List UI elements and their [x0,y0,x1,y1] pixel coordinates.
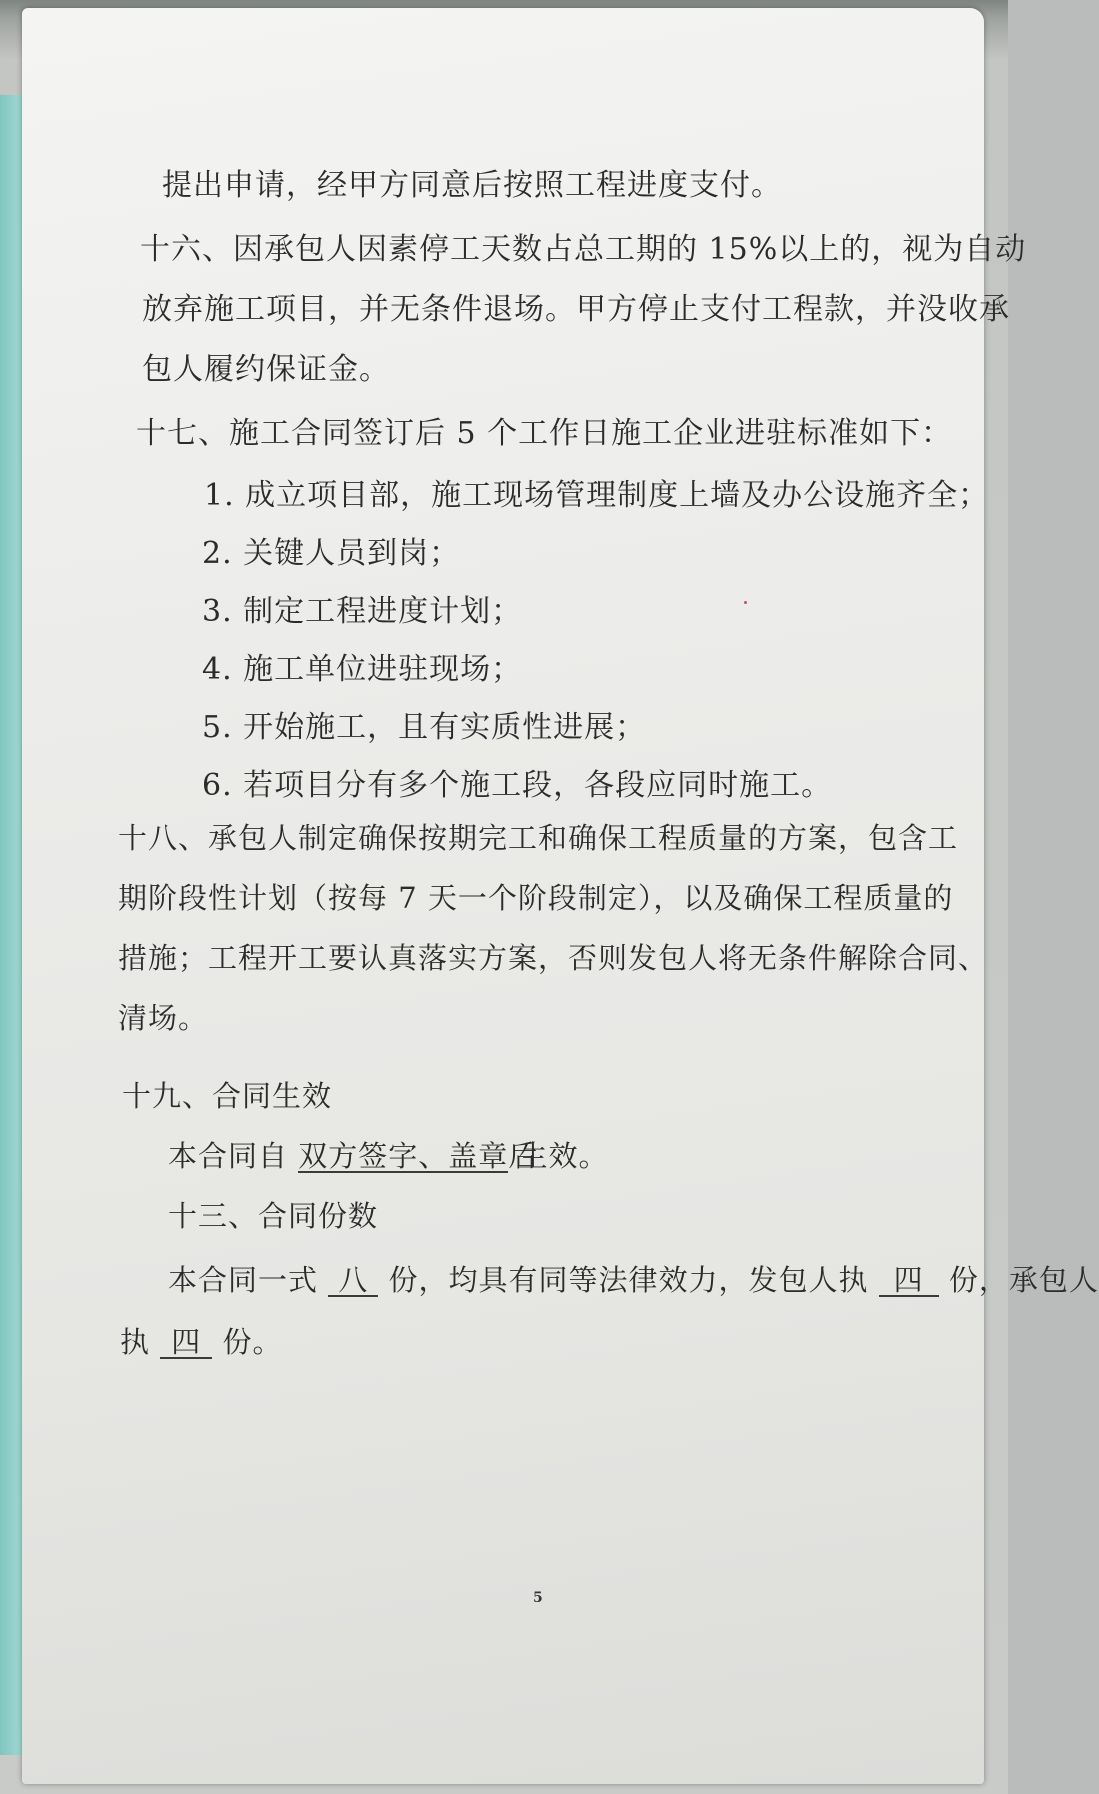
section-18-line-4: 清场。 [118,1001,209,1035]
copies-owner-blank: 四 [879,1265,939,1297]
section-16-line-3: 包人履约保证金。 [142,352,390,387]
section-19-heading: 十九、合同生效 [122,1079,333,1113]
section-18-line-2: 期阶段性计划（按每 7 天一个阶段制定），以及确保工程质量的 [118,881,954,915]
effect-clause [168,1134,608,1175]
list-item: 3. 制定工程进度计划； [202,594,523,629]
list-item: 1. 成立项目部，施工现场管理制度上墙及办公设施齐全； [204,478,990,513]
document-page [22,8,1099,1784]
page-number: 5 [533,1590,543,1606]
copies-heading: 十三、合同份数 [168,1199,379,1233]
section-18-line-3: 措施；工程开工要认真落实方案，否则发包人将无条件解除合同、 [118,941,989,975]
section-16-line-2: 放弃施工项目，并无条件退场。甲方停止支付工程款，并没收承 [142,292,1010,327]
copies-clause-line-2 [120,1320,282,1361]
copies-clause-line-1 [168,1258,1099,1299]
ink-mark [744,601,747,604]
text-line: 提出申请，经甲方同意后按照工程进度支付。 [162,168,782,203]
copies-prefix: 本合同一式 [168,1263,319,1297]
list-item: 6. 若项目分有多个施工段，各段应同时施工。 [202,768,833,803]
copies-line2-suffix: 份。 [222,1325,283,1359]
copies-line2-prefix: 执 [120,1325,151,1359]
list-item: 2. 关键人员到岗； [202,536,461,571]
effect-filled-blank: 双方签字、盖章后 [298,1139,539,1173]
list-item: 4. 施工单位进驻现场； [202,652,523,687]
effect-prefix: 本合同自 [168,1139,289,1173]
copies-contractor-blank: 四 [160,1327,212,1359]
copies-middle2: 份，承包人 [948,1263,1099,1297]
copies-middle: 份，均具有同等法律效力，发包人执 [388,1263,869,1297]
section-17-heading: 十七、施工合同签订后 5 个工作日施工企业进驻标准如下： [136,416,953,451]
effect-suffix: 生效。 [518,1139,609,1173]
section-18-line-1: 十八、承包人制定确保按期完工和确保工程质量的方案，包含工 [118,821,959,855]
section-16-line-1: 十六、因承包人因素停工天数占总工期的 15%以上的，视为自动 [140,232,1027,267]
list-item: 5. 开始施工，且有实质性进展； [202,710,647,745]
copies-total-blank: 八 [328,1265,378,1297]
